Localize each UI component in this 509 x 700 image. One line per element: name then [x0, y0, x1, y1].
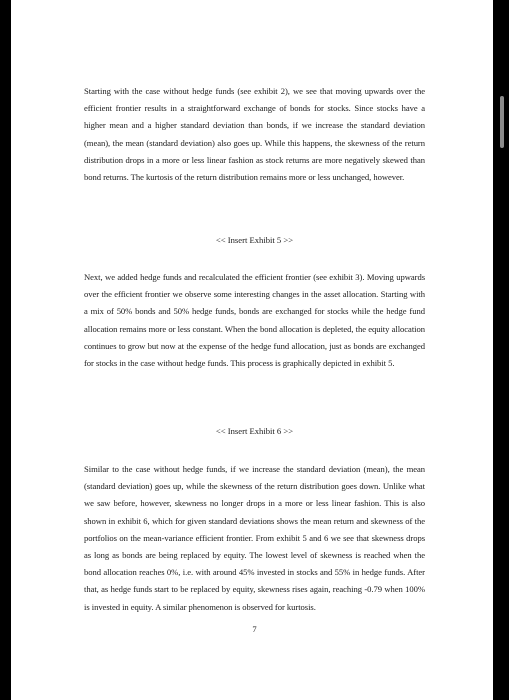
exhibit-placeholder: << Insert Exhibit 6 >>	[215, 426, 294, 436]
exhibit-placeholder: << Insert Exhibit 5 >>	[215, 235, 294, 245]
body-paragraph: Next, we added hedge funds and recalculated the efficient frontier (see exhibit 3). Moving upwards over the efficient frontier we observe some interesting changes in the asset allocation. Starting with a mix of 50% bonds and 50% hedge funds, bonds are exchanged for stocks while the hedge fund allocation remains more or less constant. When the bond allocation is depleted, the equity allocation continues to grow but now at the expense of the hedge fund allocation, just as bonds are exchanged for stocks in the case without hedge funds. This process is graphically depicted in exhibit 5.	[84, 272, 425, 369]
body-paragraph: Starting with the case without hedge funds (see exhibit 2), we see that moving upwards over the efficient frontier results in a straightforward exchange of bonds for stocks. Since stocks have a higher mean and a higher standard deviation than bonds, if we increase the standard deviation (mean), the mean (standard deviation) also goes up. While this happens, the skewness of the return distribution drops in a more or less linear fashion as stock returns are more negatively skewed than bond returns. The kurtosis of the return distribution remains more or less unchanged, however.	[84, 86, 425, 183]
body-paragraph: Similar to the case without hedge funds, if we increase the standard deviation (mean), the mean (standard deviation) goes up, while the skewness of the return distribution goes down. Unlike what we saw before, however, skewness no longer drops in a more or less linear fashion. This is also shown in exhibit 6, which for given standard deviations shows the mean return and skewness of the portfolios on the mean-variance efficient frontier. From exhibit 5 and 6 we see that skewness drops as long as bonds are being replaced by equity. The lowest level of skewness is reached when the bond allocation reaches 0%, i.e. with around 45% invested in stocks and 55% in hedge funds. After that, as hedge funds start to be replaced by equity, skewness rises again, reaching -0.79 when 100% is invested in equity. A similar phenomenon is observed for kurtosis.	[84, 464, 425, 612]
document-page	[11, 0, 493, 700]
scrollbar-thumb[interactable]	[500, 96, 504, 148]
page-number: 7	[252, 624, 257, 634]
